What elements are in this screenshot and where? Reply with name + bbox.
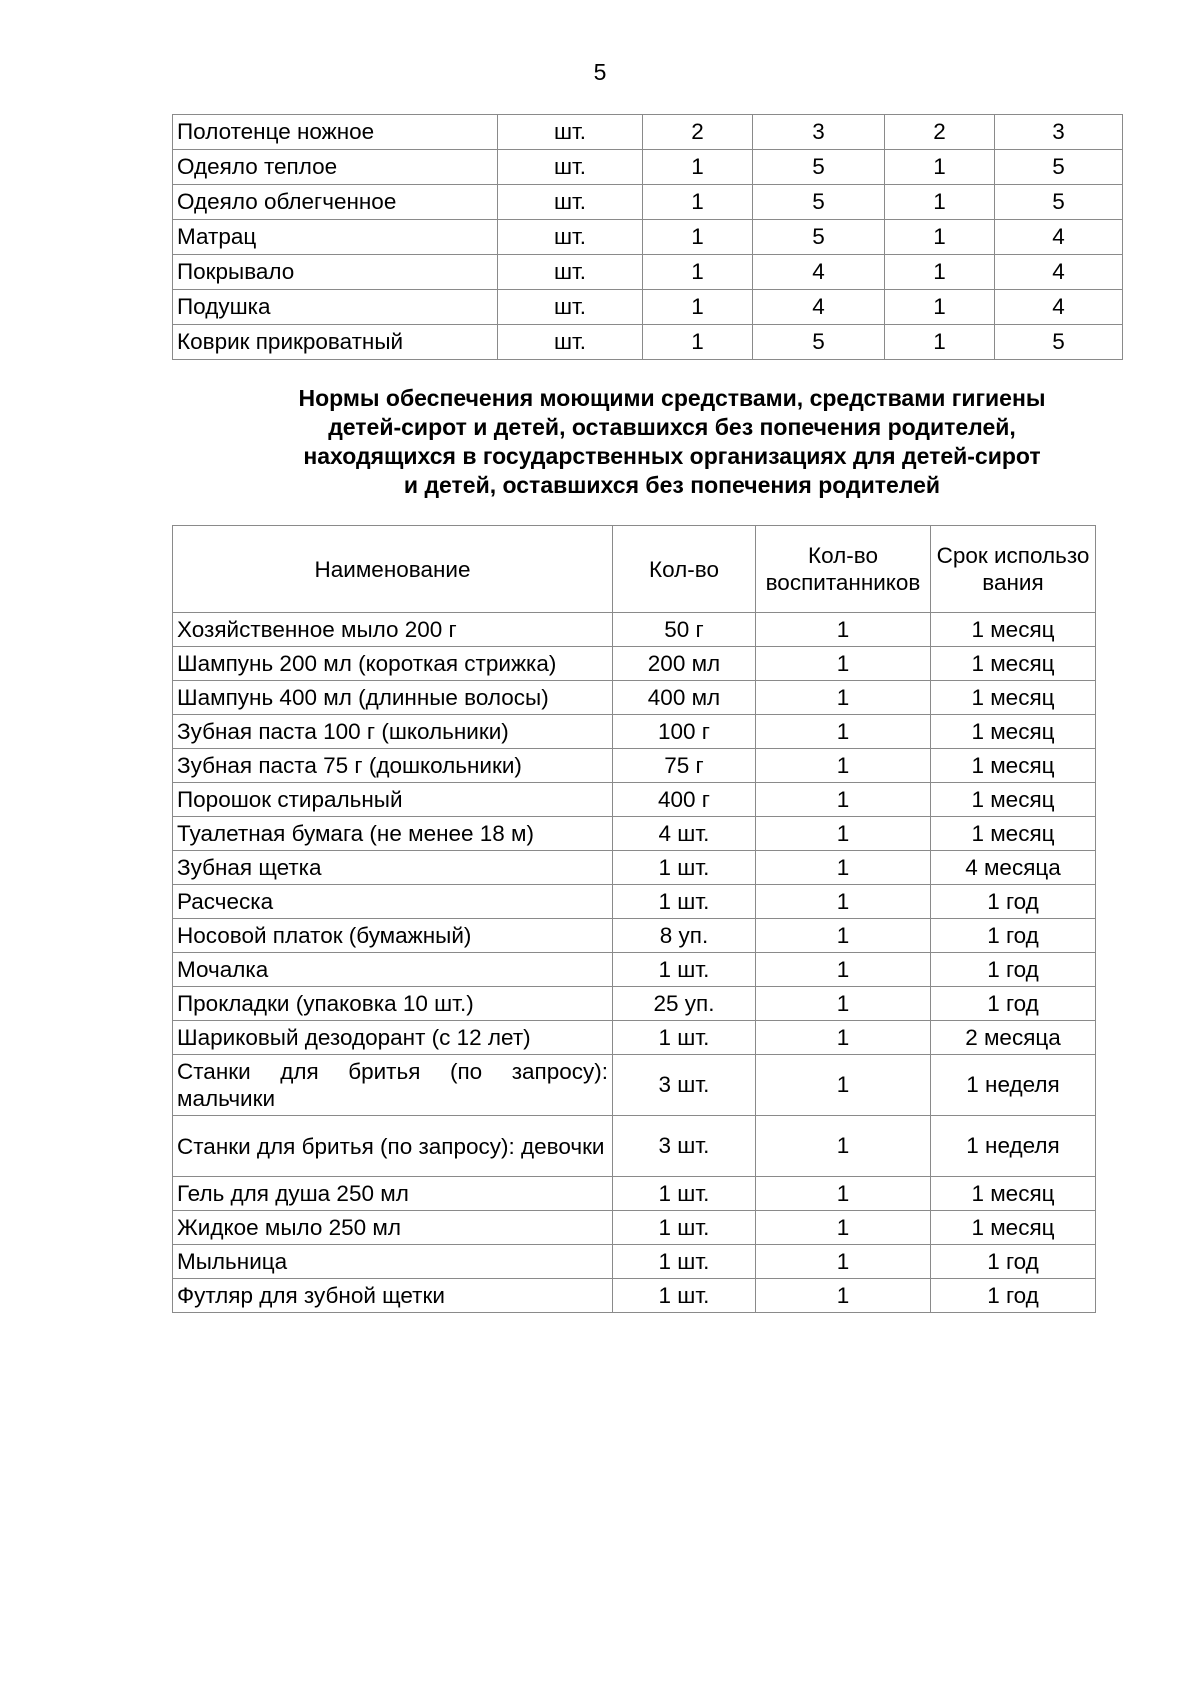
table-cell: 2 — [885, 115, 995, 150]
table-row — [173, 325, 1123, 360]
table-cell: 1 неделя — [931, 1055, 1096, 1116]
table-cell: Шампунь 200 мл (короткая стрижка) — [173, 647, 613, 681]
table-cell: Одеяло теплое — [173, 150, 498, 185]
table-cell: 4 — [995, 220, 1123, 255]
table-cell: Порошок стиральный — [173, 783, 613, 817]
table-cell: 1 — [756, 953, 931, 987]
hygiene-norms-table — [172, 525, 1096, 1313]
table-cell: 5 — [995, 185, 1123, 220]
table-cell: 1 год — [931, 953, 1096, 987]
table-cell: 1 — [756, 681, 931, 715]
table-row — [173, 1021, 1096, 1055]
table-cell: Носовой платок (бумажный) — [173, 919, 613, 953]
table-cell: 100 г — [613, 715, 756, 749]
table-row — [173, 919, 1096, 953]
table-cell: 1 — [756, 749, 931, 783]
table-cell: Туалетная бумага (не менее 18 м) — [173, 817, 613, 851]
table-header-row — [173, 526, 1096, 613]
table-cell: 1 год — [931, 885, 1096, 919]
table-cell: 1 месяц — [931, 749, 1096, 783]
table-cell: Шампунь 400 мл (длинные волосы) — [173, 681, 613, 715]
bedding-norms-table — [172, 114, 1123, 360]
table-row — [173, 185, 1123, 220]
table-cell: 50 г — [613, 613, 756, 647]
table-cell: 1 месяц — [931, 1177, 1096, 1211]
section-heading-line: находящихся в государственных организациях для детей-сирот — [303, 443, 1041, 469]
table-cell: 1 — [756, 1021, 931, 1055]
table-cell: Зубная паста 75 г (дошкольники) — [173, 749, 613, 783]
table-cell: 1 — [885, 325, 995, 360]
table-cell: Мочалка — [173, 953, 613, 987]
table-cell: 5 — [995, 325, 1123, 360]
table-row — [173, 817, 1096, 851]
table-cell: 1 — [756, 1245, 931, 1279]
table-cell: 1 — [756, 647, 931, 681]
table-cell: 1 шт. — [613, 1021, 756, 1055]
table-row — [173, 1245, 1096, 1279]
table-row — [173, 255, 1123, 290]
table-cell: 1 — [756, 613, 931, 647]
table-cell: 1 шт. — [613, 1177, 756, 1211]
table-cell: Подушка — [173, 290, 498, 325]
table-row — [173, 1116, 1096, 1177]
table-cell: 1 месяц — [931, 681, 1096, 715]
table-cell: 200 мл — [613, 647, 756, 681]
table-row — [173, 150, 1123, 185]
table-cell: Расческа — [173, 885, 613, 919]
table-cell: шт. — [498, 115, 643, 150]
table-cell: 1 месяц — [931, 715, 1096, 749]
table-cell: 4 — [753, 255, 885, 290]
table-cell: Матрац — [173, 220, 498, 255]
table-cell: 1 месяц — [931, 783, 1096, 817]
table-cell: 25 уп. — [613, 987, 756, 1021]
table-cell: 1 шт. — [613, 1279, 756, 1313]
table-cell: Коврик прикроватный — [173, 325, 498, 360]
table-cell: 8 уп. — [613, 919, 756, 953]
table-cell: 4 — [753, 290, 885, 325]
table-cell: 1 — [756, 1177, 931, 1211]
table-cell: Мыльница — [173, 1245, 613, 1279]
table-cell: 1 шт. — [613, 851, 756, 885]
table-cell: 5 — [753, 185, 885, 220]
table-cell: Шариковый дезодорант (с 12 лет) — [173, 1021, 613, 1055]
table-row — [173, 885, 1096, 919]
table-cell: 1 шт. — [613, 885, 756, 919]
table-cell: 4 — [995, 290, 1123, 325]
table-cell: 1 месяц — [931, 1211, 1096, 1245]
table-cell: Жидкое мыло 250 мл — [173, 1211, 613, 1245]
table-cell: 1 год — [931, 1279, 1096, 1313]
table-row — [173, 749, 1096, 783]
table-cell: 1 год — [931, 919, 1096, 953]
table-cell: шт. — [498, 150, 643, 185]
table-cell: 1 — [643, 150, 753, 185]
table-cell: 5 — [753, 325, 885, 360]
table-row — [173, 647, 1096, 681]
table-cell: 1 — [756, 1116, 931, 1177]
table-row — [173, 783, 1096, 817]
table-cell: 1 неделя — [931, 1116, 1096, 1177]
table-row — [173, 1279, 1096, 1313]
table-cell: 1 шт. — [613, 1245, 756, 1279]
header-name: Наименование — [173, 526, 613, 613]
table-cell: 5 — [753, 150, 885, 185]
table-cell: 1 год — [931, 987, 1096, 1021]
section-heading-line: и детей, оставшихся без попечения родителей — [403, 472, 941, 498]
table-cell: 1 шт. — [613, 1211, 756, 1245]
table-cell: 1 месяц — [931, 647, 1096, 681]
table-row — [173, 987, 1096, 1021]
table-row — [173, 851, 1096, 885]
table-cell: 4 — [995, 255, 1123, 290]
table-cell: 1 — [756, 1055, 931, 1116]
header-pupils-count: Кол-во воспитанников — [756, 526, 931, 613]
table-cell: 1 — [885, 150, 995, 185]
table-cell: Станки для бритья (по запросу): девочки — [173, 1116, 613, 1177]
table-cell: 1 — [756, 1279, 931, 1313]
table-cell: 1 — [756, 715, 931, 749]
page-number: 5 — [593, 59, 607, 85]
table-cell: 1 — [643, 255, 753, 290]
section-heading-line: детей-сирот и детей, оставшихся без попечения родителей, — [328, 414, 1016, 440]
table-cell: 3 шт. — [613, 1055, 756, 1116]
table-cell: 1 год — [931, 1245, 1096, 1279]
table-cell: Прокладки (упаковка 10 шт.) — [173, 987, 613, 1021]
table-cell: 3 — [753, 115, 885, 150]
table-row — [173, 290, 1123, 325]
table-row — [173, 1177, 1096, 1211]
table-row — [173, 1055, 1096, 1116]
table-cell: Полотенце ножное — [173, 115, 498, 150]
table-cell: 5 — [753, 220, 885, 255]
table-cell: 1 — [756, 919, 931, 953]
table-row — [173, 220, 1123, 255]
table-cell: 1 — [885, 290, 995, 325]
table-cell: Покрывало — [173, 255, 498, 290]
table-cell: шт. — [498, 290, 643, 325]
table-row — [173, 1211, 1096, 1245]
table-cell: 75 г — [613, 749, 756, 783]
table-cell: 1 месяц — [931, 613, 1096, 647]
table-cell: 400 мл — [613, 681, 756, 715]
table-row — [173, 953, 1096, 987]
table-cell: 1 — [756, 1211, 931, 1245]
section-heading — [172, 384, 1172, 500]
table-cell: 2 — [643, 115, 753, 150]
table-cell: Футляр для зубной щетки — [173, 1279, 613, 1313]
header-quantity: Кол-во — [613, 526, 756, 613]
table-cell: 4 шт. — [613, 817, 756, 851]
table-cell: 3 — [995, 115, 1123, 150]
table-cell: 1 — [756, 987, 931, 1021]
table-cell: Станки для бритья (по запросу): мальчики — [173, 1055, 613, 1116]
table-cell: 1 — [643, 290, 753, 325]
table-cell: 1 — [885, 220, 995, 255]
table-row — [173, 715, 1096, 749]
table-cell: 1 — [756, 817, 931, 851]
table-cell: 1 — [756, 783, 931, 817]
table-cell: 1 месяц — [931, 817, 1096, 851]
header-usage-period: Срок использования — [931, 526, 1096, 613]
table-cell: 1 — [643, 325, 753, 360]
table-cell: шт. — [498, 220, 643, 255]
table-cell: 400 г — [613, 783, 756, 817]
table-cell: 4 месяца — [931, 851, 1096, 885]
table-cell: Одеяло облегченное — [173, 185, 498, 220]
table-cell: шт. — [498, 185, 643, 220]
table-cell: 3 шт. — [613, 1116, 756, 1177]
table-row — [173, 681, 1096, 715]
table-cell: 1 — [643, 185, 753, 220]
table-cell: 1 — [643, 220, 753, 255]
table-cell: 2 месяца — [931, 1021, 1096, 1055]
table-cell: 1 — [756, 885, 931, 919]
table-cell: шт. — [498, 255, 643, 290]
table-cell: Гель для душа 250 мл — [173, 1177, 613, 1211]
section-heading-line: Нормы обеспечения моющими средствами, средствами гигиены — [298, 385, 1046, 411]
table-cell: 1 — [756, 851, 931, 885]
table-cell: 1 — [885, 255, 995, 290]
table-row — [173, 613, 1096, 647]
table-cell: Зубная паста 100 г (школьники) — [173, 715, 613, 749]
table-cell: 1 — [885, 185, 995, 220]
table-cell: 1 шт. — [613, 953, 756, 987]
table-cell: шт. — [498, 325, 643, 360]
table-cell: Хозяйственное мыло 200 г — [173, 613, 613, 647]
table-row — [173, 115, 1123, 150]
table-cell: 5 — [995, 150, 1123, 185]
table-cell: Зубная щетка — [173, 851, 613, 885]
